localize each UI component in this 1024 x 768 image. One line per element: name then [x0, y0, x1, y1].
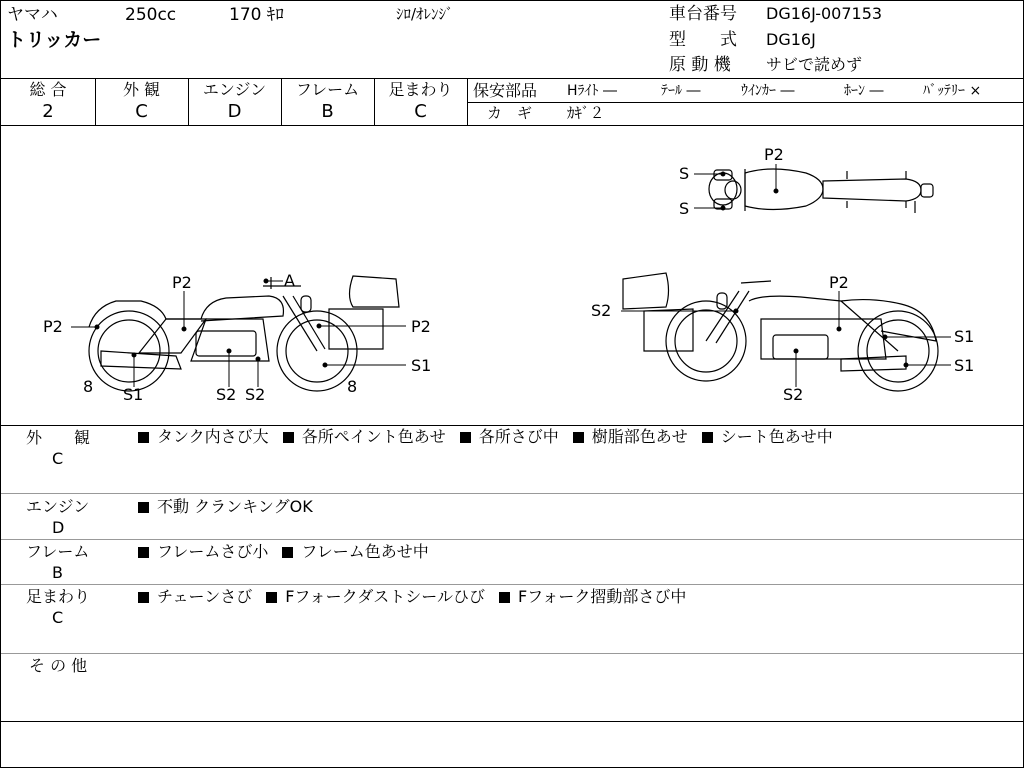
model-name: トリッカー: [7, 29, 102, 51]
engine-value: サビで読めず: [766, 55, 863, 74]
bullet-icon: [499, 592, 510, 603]
bike-right-side: [623, 273, 938, 391]
bullet-icon: [573, 432, 584, 443]
type-label: 型 式: [669, 30, 737, 50]
section-grade-frame: B: [52, 563, 63, 582]
label-left-a: A: [284, 271, 295, 290]
bullet-icon: [266, 592, 277, 603]
grade-label-exterior: 外 観: [122, 80, 161, 99]
divider: [1, 539, 1023, 540]
safety-taillight: ﾃｰﾙ ―: [661, 83, 701, 99]
grade-label-frame: フレーム: [295, 80, 360, 99]
section-items-frame: フレームさび小 フレーム色あせ中: [138, 544, 443, 560]
frame-number-label: 車台番号: [669, 4, 737, 24]
grade-label-overall: 総 合: [29, 80, 67, 99]
label-left-p2-rear: P2: [172, 273, 192, 292]
divider: [1, 584, 1023, 585]
section-title-frame: フレーム: [26, 542, 90, 561]
section-grade-suspension: C: [52, 608, 64, 627]
bullet-icon: [138, 502, 149, 513]
section-items-suspension: チェーンさび Fフォークダストシールひび Fフォーク摺動部さび中: [138, 589, 700, 605]
maker: ヤマハ: [7, 5, 58, 25]
label-left-s2-a: S2: [216, 385, 237, 404]
grade-value-overall: 2: [42, 101, 54, 122]
divider: [1, 493, 1023, 494]
mileage: 170 ｷﾛ: [229, 5, 284, 25]
bullet-icon: [702, 432, 713, 443]
label-right-s1-lower: S1: [954, 356, 975, 375]
bullet-icon: [138, 432, 149, 443]
label-right-s2-engine: S2: [783, 385, 804, 404]
divider: [1, 425, 1023, 426]
label-right-s1-upper: S1: [954, 327, 975, 346]
label-top-p2: P2: [764, 145, 784, 164]
color: ｼﾛ/ｵﾚﾝｼﾞ: [396, 5, 454, 23]
key-value: ｶｷﾞ２: [567, 104, 605, 122]
grade-label-suspension: 足まわり: [388, 80, 453, 99]
label-right-p2: P2: [829, 273, 849, 292]
engine-label: 原 動 機: [669, 55, 731, 75]
label-left-s2-b: S2: [245, 385, 266, 404]
safety-winker: ｳｲﾝｶｰ ―: [741, 83, 795, 99]
grade-value-frame: B: [321, 101, 334, 122]
section-title-suspension: 足まわり: [26, 587, 91, 606]
bike-top-view: [709, 169, 933, 213]
label-top-s-lower: S: [679, 199, 690, 218]
bullet-icon: [138, 592, 149, 603]
bullet-icon: [460, 432, 471, 443]
grade-value-suspension: C: [414, 101, 427, 122]
key-label: カ ギ: [487, 104, 533, 122]
label-left-s1-front: S1: [411, 356, 432, 375]
bike-diagrams: [1, 1, 1023, 425]
label-right-s2-box: S2: [591, 301, 612, 320]
section-title-other: そ の 他: [29, 656, 88, 675]
label-left-p2-box: P2: [411, 317, 431, 336]
grade-value-exterior: C: [135, 101, 148, 122]
label-left-p2-seat: P2: [43, 317, 63, 336]
bullet-icon: [138, 547, 149, 558]
bike-left-side: [89, 273, 399, 391]
bullet-icon: [283, 432, 294, 443]
section-grade-exterior: C: [52, 449, 64, 468]
safety-battery: ﾊﾞｯﾃﾘｰ ×: [923, 83, 982, 99]
label-left-s1-muffler: S1: [123, 385, 144, 404]
section-title-engine: エンジン: [26, 497, 90, 516]
displacement: 250cc: [125, 5, 177, 25]
safety-horn: ﾎｰﾝ ―: [844, 83, 884, 99]
section-title-exterior: 外 観: [26, 428, 91, 447]
section-items-exterior: タンク内さび大 各所ペイント色あせ 各所さび中 樹脂部色あせ シート色あせ中: [138, 429, 847, 445]
grade-label-engine: エンジン: [202, 80, 267, 99]
divider: [1, 721, 1023, 722]
label-top-s-upper: S: [679, 164, 690, 183]
frame-number: DG16J-007153: [766, 4, 883, 23]
grade-value-engine: D: [227, 101, 242, 122]
section-grade-engine: D: [52, 518, 65, 537]
safety-label: 保安部品: [473, 81, 538, 100]
label-left-8-front: 8: [347, 377, 358, 396]
label-left-8-rear: 8: [83, 377, 94, 396]
type-value: DG16J: [766, 30, 816, 49]
bullet-icon: [282, 547, 293, 558]
section-items-engine: 不動 クランキングOK: [138, 499, 327, 515]
safety-headlight: Hﾗｲﾄ ―: [567, 83, 617, 99]
divider: [1, 653, 1023, 654]
